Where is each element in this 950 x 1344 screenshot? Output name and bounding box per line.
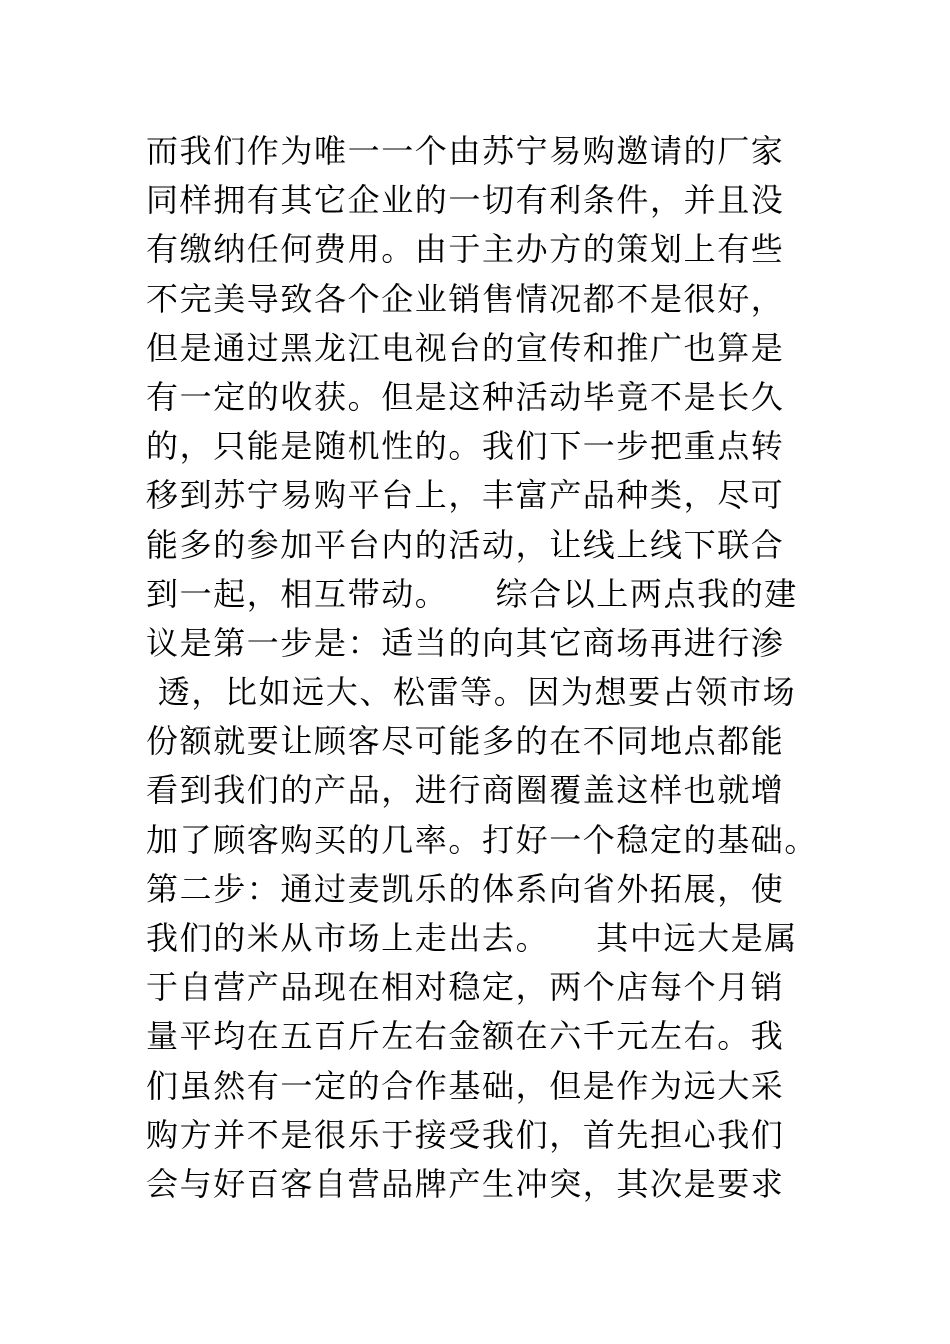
text-line: 能多的参加平台内的活动，让线上线下联合 (146, 525, 785, 564)
text-line: 移到苏宁易购平台上，丰富产品种类，尽可 (146, 476, 785, 515)
body-text (146, 127, 846, 1209)
text-line: 会与好百客自营品牌产生冲突，其次是要求 (146, 1164, 785, 1203)
text-line: 不完美导致各个企业销售情况都不是很好， (146, 279, 785, 318)
text-line: 份额就要让顾客尽可能多的在不同地点都能 (146, 722, 785, 761)
text-line: 但是通过黑龙江电视台的宣传和推广也算是 (146, 328, 785, 367)
text-line: 于自营产品现在相对稳定，两个店每个月销 (146, 968, 785, 1007)
text-line: 的，只能是随机性的。我们下一步把重点转 (146, 427, 785, 466)
text-line: 们虽然有一定的合作基础，但是作为远大采 (146, 1066, 785, 1105)
text-line: 第二步：通过麦凯乐的体系向省外拓展，使 (146, 869, 785, 908)
text-line: 议是第一步是：适当的向其它商场再进行渗 (146, 623, 785, 662)
text-line: 透，比如远大、松雷等。因为想要占领市场 (146, 673, 797, 712)
text-line: 而我们作为唯一一个由苏宁易购邀请的厂家 (146, 132, 785, 170)
text-line: 有缴纳任何费用。由于主办方的策划上有些 (146, 230, 785, 269)
text-line: 同样拥有其它企业的一切有利条件，并且没 (146, 181, 785, 220)
text-line: 到一起，相互带动。 综合以上两点我的建 (146, 574, 798, 613)
text-line: 我们的米从市场上走出去。 其中远大是属 (146, 919, 798, 957)
text-line: 量平均在五百斤左右金额在六千元左右。我 (146, 1017, 785, 1056)
text-line: 加了顾客购买的几率。打好一个稳定的基础。 (146, 820, 819, 859)
text-line: 有一定的收获。但是这种活动毕竟不是长久 (146, 377, 785, 416)
text-line: 看到我们的产品，进行商圈覆盖这样也就增 (146, 771, 785, 810)
text-line: 购方并不是很乐于接受我们，首先担心我们 (146, 1115, 785, 1154)
